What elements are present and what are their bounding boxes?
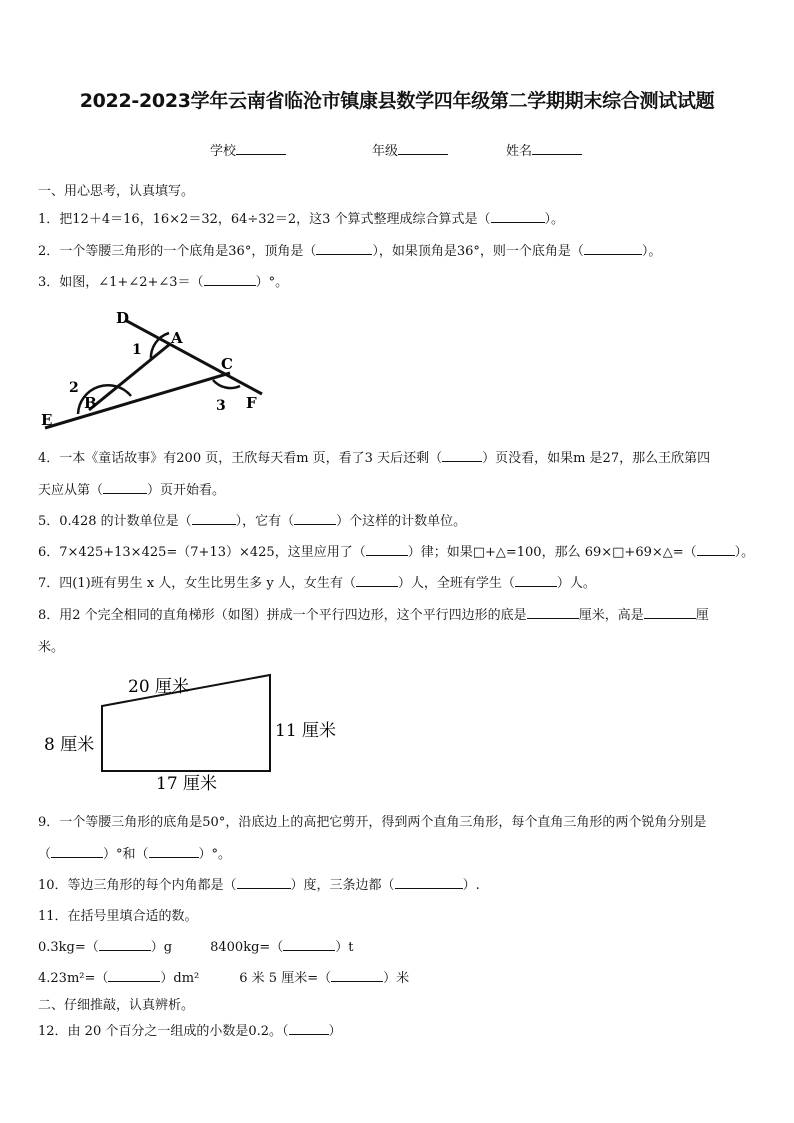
q7-blank-1[interactable] (356, 574, 398, 587)
school-field[interactable] (210, 140, 286, 159)
q4-blank-2[interactable] (103, 481, 147, 494)
q2-blank-2[interactable] (584, 242, 642, 255)
question-1: 1．把12＋4＝16，16×2＝32，64÷32＝2，这3 个算式整理成综合算式是（ ）。 (38, 212, 565, 227)
q5-blank-1[interactable] (192, 512, 236, 525)
q9-blank-2[interactable] (149, 845, 199, 858)
q11-blank-2[interactable] (283, 938, 335, 951)
grade-label: 年级 (372, 144, 399, 159)
q6-blank-1[interactable] (366, 543, 408, 556)
angle-2-label: 2 (69, 380, 79, 396)
q6-blank-2[interactable] (697, 543, 735, 556)
q11-blank-4[interactable] (331, 969, 383, 982)
q12-blank[interactable] (289, 1022, 329, 1035)
bottom-side-label: 17 厘米 (156, 774, 218, 794)
page-title: 2022-2023学年云南省临沧市镇康县数学四年级第二学期期末综合测试试题 (79, 90, 715, 112)
question-8-line-1: 8．用2 个完全相同的直角梯形（如图）拼成一个平行四边形，这个平行四边形的底是 厘米，高是 厘 (38, 608, 709, 623)
trapezoid-figure (40, 668, 350, 798)
question-10: 10．等边三角形的每个内角都是（ ）度，三条边都（ ）. (38, 878, 480, 893)
section-1-heading: 一、用心思考，认真填写。 (38, 184, 195, 199)
question-7: 7．四(1)班有男生 x 人，女生比男生多 y 人，女生有（ ）人，全班有学生（ ）人。 (38, 576, 596, 591)
name-field[interactable] (506, 140, 582, 159)
point-c-label: C (221, 355, 233, 373)
right-side-label: 11 厘米 (275, 721, 337, 741)
name-blank[interactable] (532, 141, 582, 155)
angle-figure (30, 300, 280, 432)
question-9-line-2: （ ）°和（ ）°。 (38, 847, 232, 862)
question-12: 12．由 20 个百分之一组成的小数是0.2。（ ） (38, 1024, 342, 1039)
question-4-line-1: 4．一本《童话故事》有200 页，王欣每天看m 页，看了3 天后还剩（ ）页没看，如果m 是27，那么王欣第四 (38, 451, 711, 466)
q11-blank-3[interactable] (108, 969, 160, 982)
question-11-row-2: 4.23m²=（ ）dm² 6 米 5 厘米=（ ）米 (38, 971, 410, 986)
question-2: 2．一个等腰三角形的一个底角是36°，顶角是（ ），如果顶角是36°，则一个底角是（ ）。 (38, 244, 662, 259)
school-label: 学校 (210, 144, 237, 159)
point-f-label: F (246, 394, 257, 412)
q10-blank-2[interactable] (395, 876, 463, 889)
grade-field[interactable] (372, 140, 448, 159)
q10-blank-1[interactable] (237, 876, 291, 889)
angle-3-label: 3 (216, 398, 226, 414)
point-d-label: D (116, 309, 130, 327)
question-8-line-2: 米。 (38, 640, 65, 655)
name-label: 姓名 (506, 144, 533, 159)
angle-1-label: 1 (132, 342, 142, 358)
q11-blank-1[interactable] (99, 938, 151, 951)
point-e-label: E (41, 411, 53, 429)
q9-blank-1[interactable] (51, 845, 103, 858)
grade-blank[interactable] (398, 141, 448, 155)
q2-blank-1[interactable] (316, 242, 372, 255)
q8-blank-1[interactable] (527, 606, 579, 619)
point-b-label: B (84, 394, 97, 412)
question-9-line-1: 9．一个等腰三角形的底角是50°，沿底边上的高把它剪开，得到两个直角三角形，每个直角三角形的两个锐角分别是 (38, 815, 707, 830)
question-11: 11．在括号里填合适的数。 (38, 909, 198, 924)
question-6: 6．7×425+13×425=（7+13）×425，这里应用了（ ）律；如果□+△=100，那么 69×□+69×△=（ ）。 (38, 545, 755, 560)
question-11-row-1: 0.3kg=（ ）g 8400kg=（ ）t (38, 940, 354, 955)
q8-blank-2[interactable] (644, 606, 696, 619)
section-2-heading: 二、仔细推敲，认真辨析。 (38, 998, 195, 1013)
school-blank[interactable] (236, 141, 286, 155)
q5-blank-2[interactable] (294, 512, 336, 525)
question-4-line-2: 天应从第（ ）页开始看。 (38, 483, 226, 498)
top-side-label: 20 厘米 (128, 677, 190, 697)
question-3: 3．如图，∠1+∠2+∠3＝（ ）°。 (38, 275, 289, 290)
q1-blank[interactable] (491, 210, 545, 223)
question-5: 5．0.428 的计数单位是（ ），它有（ ）个这样的计数单位。 (38, 514, 467, 529)
q4-blank-1[interactable] (442, 449, 482, 462)
left-side-label: 8 厘米 (44, 735, 95, 755)
q7-blank-2[interactable] (515, 574, 557, 587)
point-a-label: A (171, 329, 183, 347)
q3-blank[interactable] (204, 273, 256, 286)
